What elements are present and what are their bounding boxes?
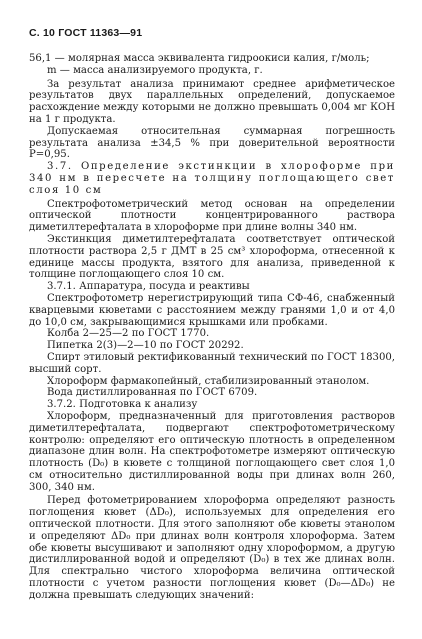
paragraph-10: Колба 2—25—2 по ГОСТ 1770. [47,328,210,340]
paragraph-7: Экстинкция диметилтерефталата соответствует оптической плотности раствора 2,5 г ДМТ в 25 см³ хлороформа, отнесенной к единице массы продукта, взятого для анализа, приведенной к толщине поглощающего слоя 10 см. [29,233,395,281]
paragraph-5: 3.7. Определение экстинкции в хлороформе при 340 нм в пересчете на толщину поглощающего свет слоя 10 см [29,161,395,196]
paragraph-6: Спектрофотометрический метод основан на определении оптической плотности концентрированного раствора диметилтерефталата в хлороформе при длине волны 340 нм. [29,198,395,234]
paragraph-13: Хлороформ фармакопейный, стабилизированный этанолом. [47,375,370,387]
paragraph-9: Спектрофотометр нерегистрирующий типа СФ-46, снабженный кварцевыми кюветами с расстоянием между гранями 1,0 и от 4,0 до 10,0 см, закрывающимися крышками или пробками. [29,292,395,328]
paragraph-11: Пипетка 2(3)—2—10 по ГОСТ 20292. [47,340,244,352]
paragraph-1: 56,1 — молярная масса эквивалента гидроокиси калия, г/моль; [29,53,370,64]
paragraph-3: За результат анализа принимают среднее арифметическое результатов двух параллельных определений, допускаемое расхождение между которыми не должно превышать 0,004 мг КОН на 1 г продукта. [29,78,395,125]
paragraph-4: Допускаемая относительная суммарная погрешность результата анализа ±34,5 % при доверительной вероятности P=0,95. [29,125,395,161]
paragraph-2: m — масса анализируемого продукта, г. [47,64,263,76]
paragraph-16: Хлороформ, предназначенный для приготовления растворов диметилтерефталата, подвергают спектрофотометрическому контролю: определяют его оптическую плотность в определенном диапазоне длин волн. На спектрофотометре измеряют оптическую плотность (D₀) в кювете с толщиной поглощающего свет слоя 1,0 см относительно дистиллированной воды при длинах волн 260, 300, 340 нм. [29,410,395,493]
document-body [29,53,395,602]
paragraph-14: Вода дистиллированная по ГОСТ 6709. [47,387,258,399]
paragraph-12: Спирт этиловый ректификованный технический по ГОСТ 18300, высший сорт. [29,351,395,375]
paragraph-17: Перед фотометрированием хлороформа определяют разность поглощения кювет (ΔD₀), используемых для определения его оптической плотности. Для этого заполняют обе кюветы этанолом и определяют ΔD₀ при длинах волн контроля хлороформа. Затем обе кюветы высушивают и заполняют одну хлороформом, а другую дистиллированной водой и определяют (D₀) в тех же длинах волн. Для спектрально чистого хлороформа величина оптической плотности с учетом разности поглощения кювет (D₀—ΔD₀) не должна превышать следующих значений: [29,495,395,601]
paragraph-15: 3.7.2. Подготовка к анализу [47,399,198,411]
paragraph-8: 3.7.1. Аппаратура, посуда и реактивы [47,281,250,293]
page-header: С. 10 ГОСТ 11363—91 [29,27,143,39]
